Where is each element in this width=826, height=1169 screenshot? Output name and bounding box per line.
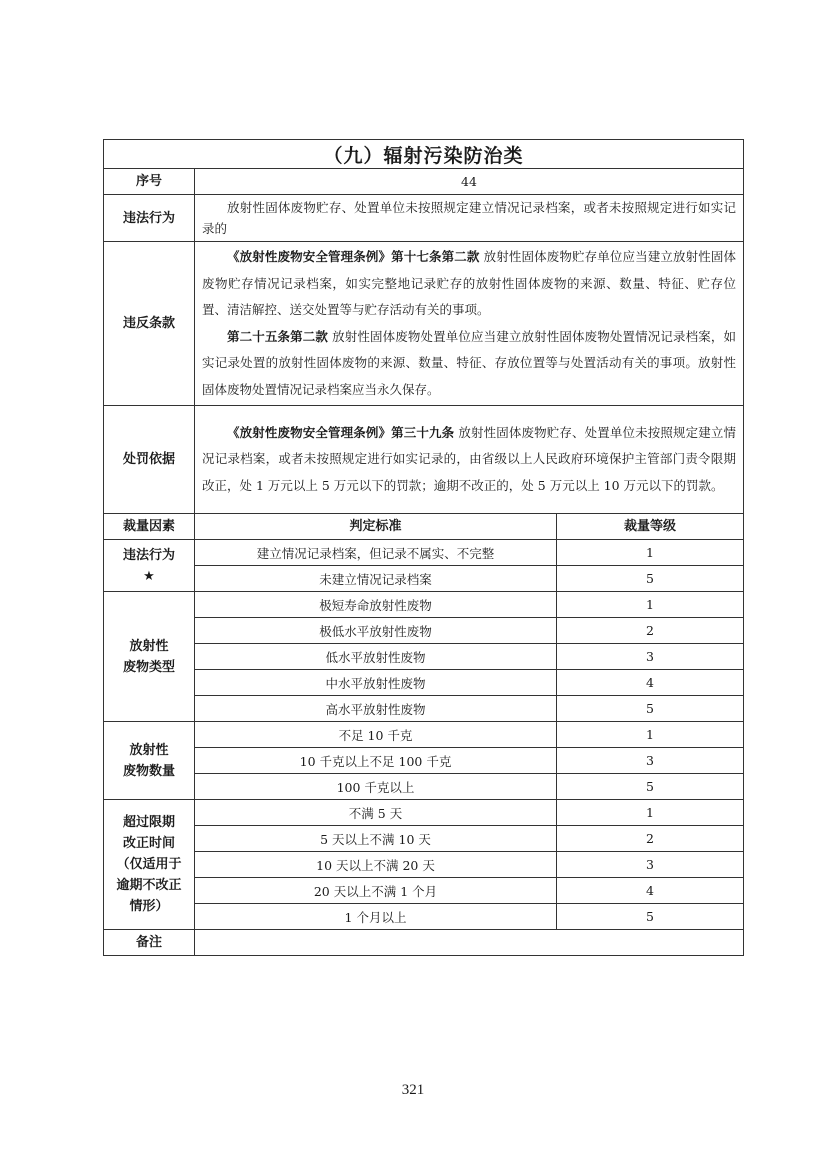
criteria-cell: 10 天以上不满 20 天 xyxy=(195,852,557,878)
factor-row xyxy=(104,540,744,566)
criteria-cell: 5 天以上不满 10 天 xyxy=(195,826,557,852)
level-cell: 2 xyxy=(557,826,744,852)
penalty-citation: 《放射性废物安全管理条例》第三十九条 xyxy=(227,424,455,440)
header-factor: 裁量因素 xyxy=(104,514,195,540)
criteria-cell: 不足 10 千克 xyxy=(195,722,557,748)
criteria-cell: 极低水平放射性废物 xyxy=(195,618,557,644)
violation-label: 违法行为 xyxy=(104,195,195,242)
factor-row xyxy=(104,618,744,644)
criteria-cell: 中水平放射性废物 xyxy=(195,670,557,696)
factor-row xyxy=(104,878,744,904)
header-criteria: 判定标准 xyxy=(195,514,557,540)
level-cell: 2 xyxy=(557,618,744,644)
penalty-paragraph xyxy=(202,420,736,500)
provision-2-citation: 第二十五条第二款 xyxy=(227,328,329,344)
factor-row xyxy=(104,722,744,748)
level-cell: 1 xyxy=(557,540,744,566)
provision-1-body: 放射性固体废物贮存单位应当建立放射性固体废物贮存情况记录档案，如实完整地记录贮存的放射性固体废物的来源、数量、特征、贮存位置、清洁解控、送交处置等与贮存活动有关的事项。 xyxy=(202,249,737,317)
penalty-basis-text xyxy=(195,406,744,514)
violation-paragraph: 放射性固体废物贮存、处置单位未按照规定建立情况记录档案，或者未按照规定进行如实记录的 xyxy=(202,200,737,236)
level-cell: 5 xyxy=(557,774,744,800)
level-cell: 4 xyxy=(557,878,744,904)
header-level: 裁量等级 xyxy=(557,514,744,540)
factor-name-line: 废物数量 xyxy=(122,763,175,779)
criteria-cell: 20 天以上不满 1 个月 xyxy=(195,878,557,904)
penalty-basis-label: 处罚依据 xyxy=(104,406,195,514)
criteria-cell: 建立情况记录档案，但记录不属实、不完整 xyxy=(195,540,557,566)
factor-row xyxy=(104,670,744,696)
factor-name-line: ★ xyxy=(143,568,155,584)
factor-row xyxy=(104,852,744,878)
level-cell: 5 xyxy=(557,566,744,592)
provision-paragraph-1 xyxy=(202,244,736,324)
factor-name-line: 废物类型 xyxy=(122,659,175,675)
page-number: 321 xyxy=(401,1082,425,1098)
factor-name xyxy=(104,722,195,800)
factor-name-line: 超过限期 xyxy=(122,815,175,830)
penalty-body: 放射性固体废物贮存、处置单位未按照规定建立情况记录档案，或者未按照规定进行如实记录的，由省级以上人民政府环境保护主管部门责令限期改正，处 1 万元以上 5 万元以下的罚款；逾期不改正的，处 5 万元以上 10 万元以下的罚款。 xyxy=(202,424,737,493)
remarks-value xyxy=(195,930,744,956)
violated-provisions-label: 违反条款 xyxy=(104,242,195,406)
criteria-cell: 100 千克以上 xyxy=(195,774,557,800)
serial-value: 44 xyxy=(195,169,744,195)
criteria-cell: 10 千克以上不足 100 千克 xyxy=(195,748,557,774)
level-cell: 3 xyxy=(557,644,744,670)
level-cell: 5 xyxy=(557,904,744,930)
factor-row xyxy=(104,800,744,826)
factor-row xyxy=(104,566,744,592)
level-cell: 1 xyxy=(557,592,744,618)
factor-row xyxy=(104,904,744,930)
factor-name-line: 情形） xyxy=(129,899,169,914)
factor-name xyxy=(104,800,195,930)
criteria-cell: 未建立情况记录档案 xyxy=(195,566,557,592)
level-cell: 3 xyxy=(557,748,744,774)
level-cell: 5 xyxy=(557,696,744,722)
factor-name xyxy=(104,540,195,592)
factor-row xyxy=(104,696,744,722)
criteria-cell: 高水平放射性废物 xyxy=(195,696,557,722)
serial-label: 序号 xyxy=(104,169,195,195)
remarks-row xyxy=(104,930,744,956)
level-cell: 4 xyxy=(557,670,744,696)
factor-name-line: （仅适用于 xyxy=(116,857,182,872)
criteria-cell: 低水平放射性废物 xyxy=(195,644,557,670)
factor-row xyxy=(104,826,744,852)
factor-row xyxy=(104,748,744,774)
factor-name-line: 改正时间 xyxy=(122,836,175,851)
factor-row xyxy=(104,644,744,670)
factor-row xyxy=(104,774,744,800)
section-title: （九）辐射污染防治类 xyxy=(104,140,744,169)
factor-row xyxy=(104,592,744,618)
remarks-label: 备注 xyxy=(104,930,195,956)
violation-text xyxy=(195,195,744,242)
criteria-cell: 极短寿命放射性废物 xyxy=(195,592,557,618)
factor-name-line: 违法行为 xyxy=(122,547,175,563)
level-cell: 1 xyxy=(557,800,744,826)
level-cell: 3 xyxy=(557,852,744,878)
level-cell: 1 xyxy=(557,722,744,748)
provision-2-body: 放射性固体废物处置单位应当建立放射性固体废物处置情况记录档案，如实记录处置的放射性固体废物的来源、数量、特征、存放位置等与处置活动有关的事项。放射性固体废物处置情况记录档案应当永久保存。 xyxy=(202,328,737,397)
violated-provisions-text xyxy=(195,242,744,406)
factor-name-line: 逾期不改正 xyxy=(116,878,182,893)
factor-name-line: 放射性 xyxy=(129,638,169,654)
discretion-table xyxy=(103,139,744,956)
provision-paragraph-2 xyxy=(202,324,736,404)
factor-name-line: 放射性 xyxy=(129,742,169,758)
criteria-cell: 不满 5 天 xyxy=(195,800,557,826)
provision-1-citation: 《放射性废物安全管理条例》第十七条第二款 xyxy=(227,249,480,264)
criteria-cell: 1 个月以上 xyxy=(195,904,557,930)
factor-name xyxy=(104,592,195,722)
